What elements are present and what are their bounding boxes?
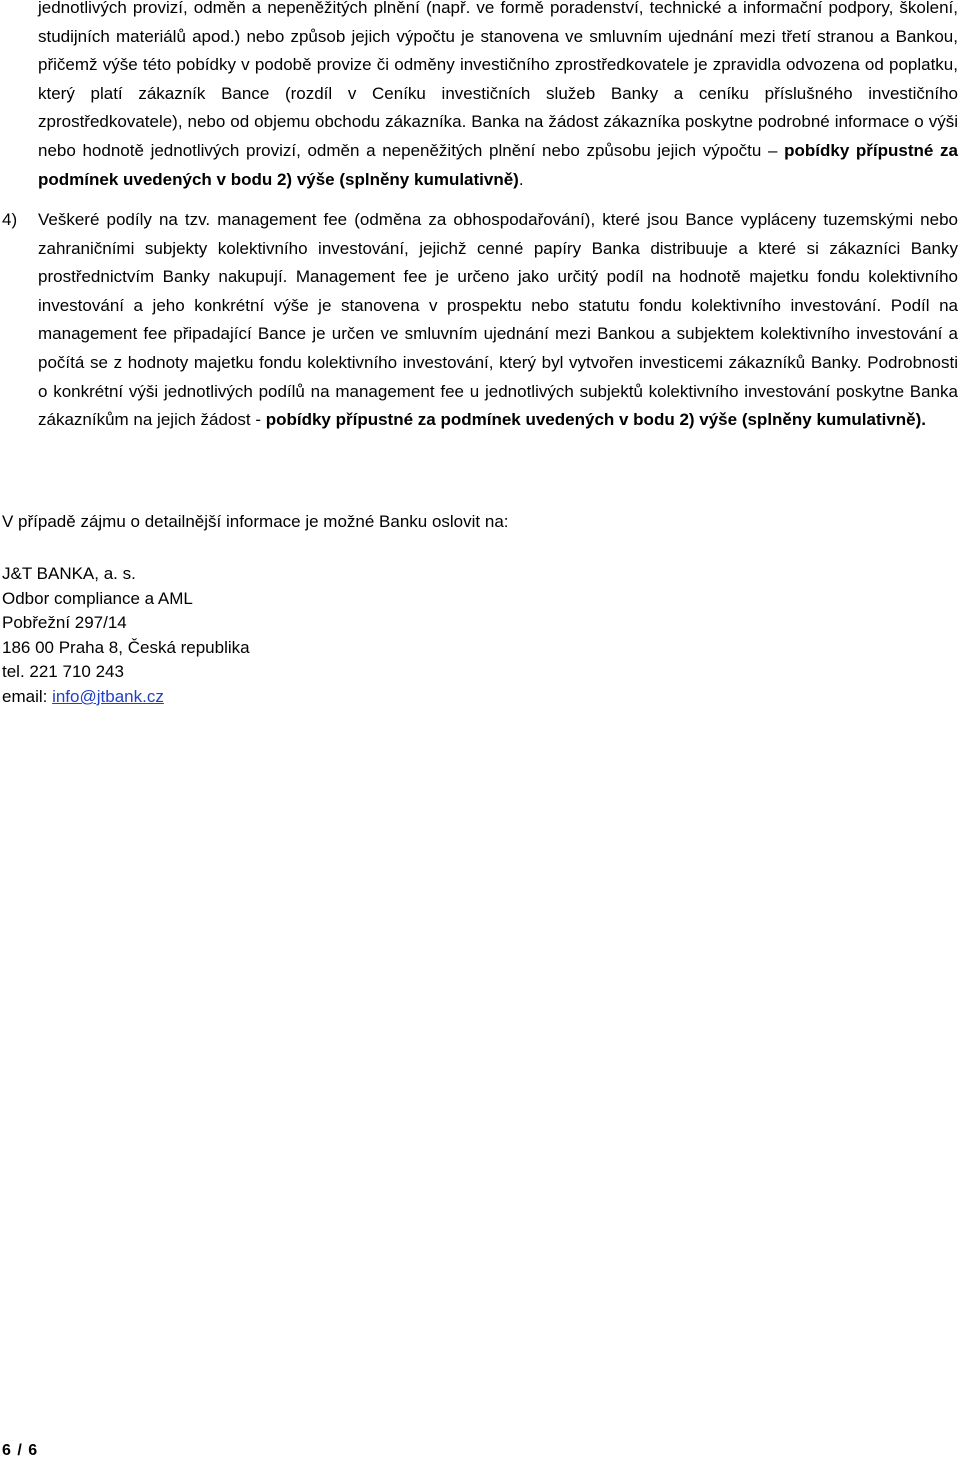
contact-email-row	[2, 685, 250, 710]
contact-email-link[interactable]: info@jtbank.cz	[52, 686, 164, 706]
list-item-text: Veškeré podíly na tzv. management fee (odměna za obhospodařování), které jsou Bance vypláceny tuzemskými nebo zahraničními subjekty kolektivního investování, jejichž cenné papíry Banka distribuuje a které si zákazníci Banky prostřednictvím Banky nakupují. Management fee je určeno jako určitý podíl na hodnotě majetku fondu kolektivního investování a jeho konkrétní výše je stanovena v prospektu nebo statutu fondu kolektivního investování. Podíl na management fee připadající Bance je určen ve smluvním ujednání mezi Bankou a subjektem kolektivního investování a počítá se z hodnoty majetku fondu kolektivního investování, který byl vytvořen investicemi zákazníků Banky. Podrobnosti o konkrétní výši jednotlivých podílů na management fee u jednotlivých subjektů kolektivního investování poskytne Banka zákazníkům na jejich žádost -	[38, 210, 958, 430]
page-number: 6 / 6	[2, 1442, 39, 1459]
contact-intro: V případě zájmu o detailnější informace je možné Banku oslovit na:	[2, 512, 509, 531]
contact-city: 186 00 Praha 8, Česká republika	[2, 637, 250, 657]
contact-block	[2, 562, 250, 710]
list-item-number: 4)	[2, 210, 18, 229]
list-item-bold-text: pobídky přípustné za podmínek uvedených v bodu 2) výše (splněny kumulativně).	[265, 410, 927, 430]
paragraph-provisions-continuation	[38, 0, 958, 194]
paragraph-bold-text: pobídky přípustné za podmínek uvedených v bodu 2) výše (splněny kumulativně)	[38, 140, 958, 189]
list-item-management-fee	[38, 206, 958, 435]
paragraph-text: jednotlivých provizí, odměn a nepeněžitých plnění (např. ve formě poradenství, technické a informační podpory, školení, studijních materiálů apod.) nebo způsob jejich výpočtu je stanovena ve smluvním ujednání mezi třetí stranou a Bankou, přičemž výše této pobídky v podobě provize či odměny investičního zprostředkovatele je zpravidla odvozena od poplatku, který platí zákazník Bance (rozdíl v Ceníku investičních služeb Banky a ceníku příslušného investičního zprostředkovatele), nebo od objemu obchodu zákazníka. Banka na žádost zákazníka poskytne podrobné informace o výši nebo hodnotě jednotlivých provizí, odměn a nepeněžitých plnění nebo způsobu jejich výpočtu –	[38, 0, 958, 160]
contact-company: J&T BANKA, a. s.	[2, 564, 136, 583]
contact-email-label: email:	[2, 686, 53, 706]
contact-phone: tel. 221 710 243	[2, 662, 124, 682]
paragraph-text-end: .	[518, 169, 524, 189]
contact-department: Odbor compliance a AML	[2, 588, 193, 608]
contact-street: Pobřežní 297/14	[2, 613, 127, 633]
